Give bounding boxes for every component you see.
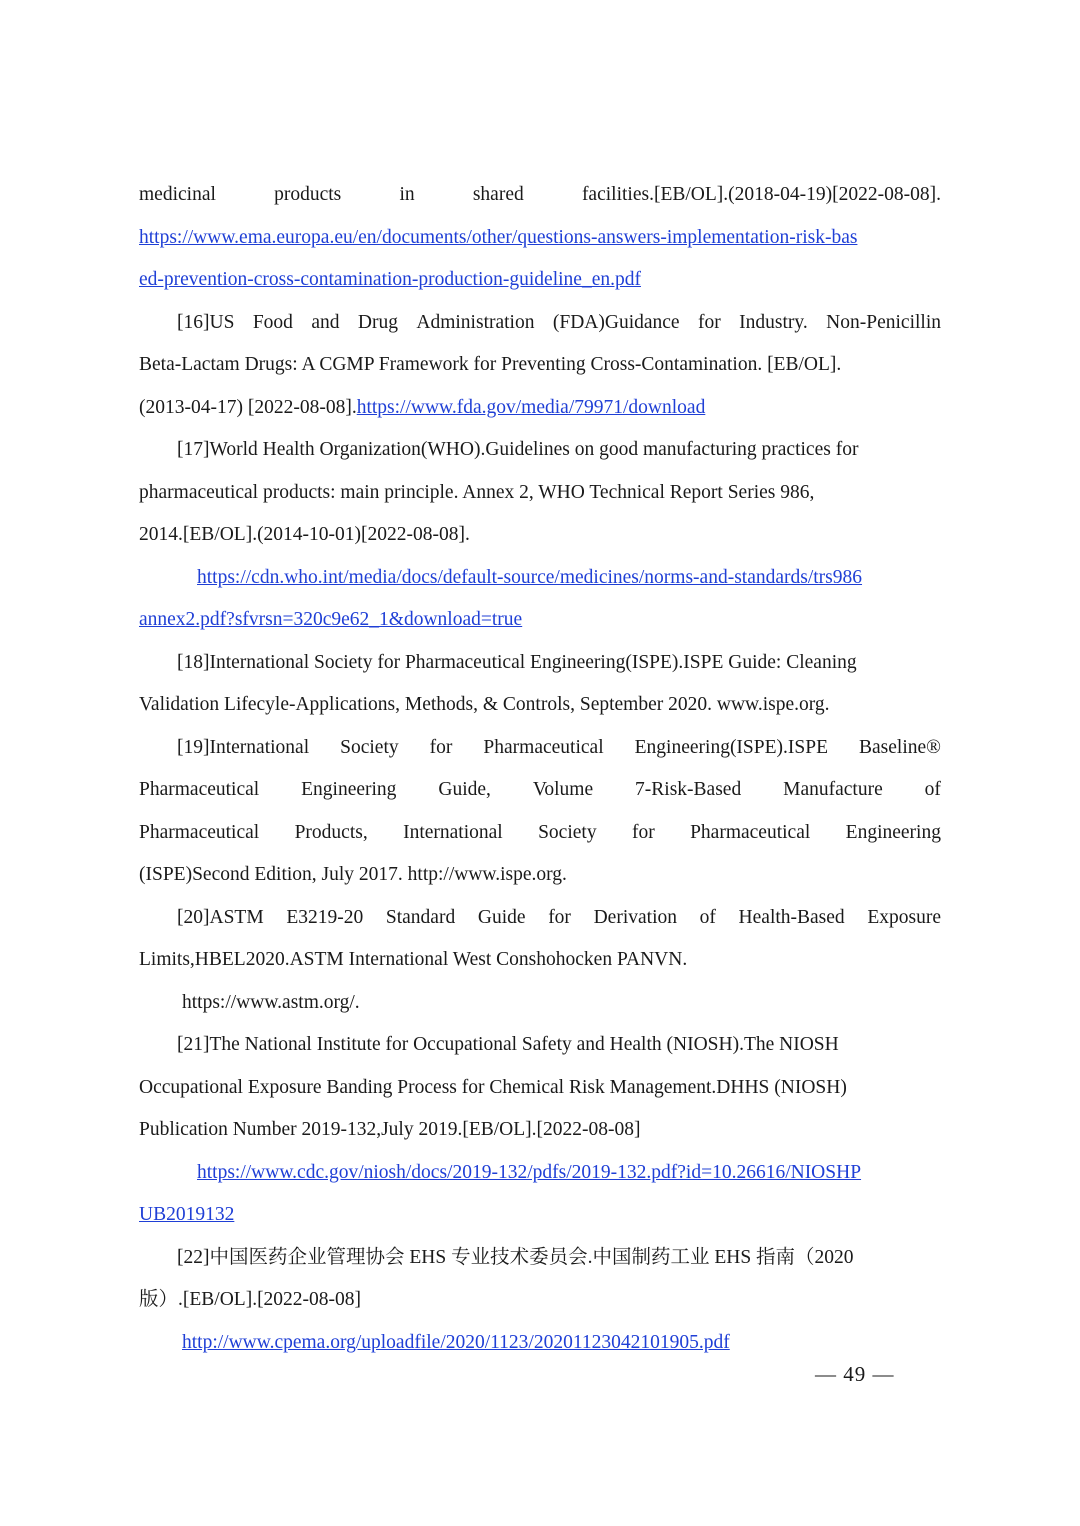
word: for <box>548 906 571 928</box>
word: shared <box>472 184 524 205</box>
ref-18-line-2: Validation Lifecyle-Applications, Methods, & Controls, September 2020. www.ispe.org. <box>139 694 830 715</box>
ref-17-line-3: 2014.[EB/OL].(2014-10-01)[2022-08-08]. <box>139 524 470 545</box>
word: [20]ASTM <box>177 906 264 928</box>
word: for <box>631 821 655 843</box>
word: Guide <box>477 906 526 928</box>
ref-22-line-2: 版）.[EB/OL].[2022-08-08] <box>139 1289 362 1310</box>
word: Health-Based <box>738 906 845 928</box>
ref-21-line-2: Occupational Exposure Banding Process for Chemical Risk Management.DHHS (NIOSH) <box>139 1076 847 1098</box>
ref-22-link[interactable]: http://www.cpema.org/uploadfile/2020/1123/20201123042101905.pdf <box>182 1331 730 1353</box>
ref-16-date: (2013-04-17) [2022-08-08]. <box>139 396 357 418</box>
word: Pharmaceutical <box>690 821 811 843</box>
page-number: — 49 — <box>815 1362 895 1386</box>
word: Pharmaceutical <box>483 736 604 758</box>
word: (FDA)Guidance <box>552 311 680 333</box>
ref-19-line-4: (ISPE)Second Edition, July 2017. http://www.ispe.org. <box>139 864 567 885</box>
word: Society <box>340 736 399 758</box>
ref-17-link[interactable]: https://cdn.who.int/media/docs/default-source/medicines/norms-and-standards/trs986 <box>197 566 863 588</box>
ref-15-line-1 <box>139 174 941 217</box>
reference-list <box>139 174 941 1364</box>
ref-22-line-3 <box>139 1322 941 1365</box>
word: for <box>698 311 721 333</box>
ref-17-line-1: [17]World Health Organization(WHO).Guidelines on good manufacturing practices for <box>177 439 859 460</box>
ref-16-link[interactable]: https://www.fda.gov/media/79971/download <box>356 396 706 418</box>
word: medicinal <box>139 184 216 205</box>
word: Food <box>252 311 293 333</box>
ref-22-line-1: [22]中国医药企业管理协会 EHS 专业技术委员会.中国制药工业 EHS 指南（2020 <box>177 1246 854 1268</box>
ref-21-line-1: [21]The National Institute for Occupational Safety and Health (NIOSH).The NIOSH <box>177 1034 839 1055</box>
word: products <box>274 184 342 205</box>
word: Exposure <box>867 906 941 928</box>
word: Standard <box>385 906 456 928</box>
ref-17-line-2: pharmaceutical products: main principle. Annex 2, WHO Technical Report Series 986, <box>139 481 815 503</box>
ref-19-line-1 <box>139 727 941 770</box>
ref-15-link-cont[interactable]: ed-prevention-cross-contamination-production-guideline_en.pdf <box>139 269 641 290</box>
word: 7-Risk-Based <box>635 779 742 800</box>
ref-16-line-1 <box>139 302 941 345</box>
ref-20-line-3: https://www.astm.org/. <box>182 991 360 1013</box>
word: and <box>311 311 340 333</box>
ref-18-line-1: [18]International Society for Pharmaceutical Engineering(ISPE).ISPE Guide: Cleaning <box>177 651 857 673</box>
ref-17-line-4 <box>139 557 941 600</box>
ref-17-link-cont[interactable]: annex2.pdf?sfvrsn=320c9e62_1&download=true <box>139 609 523 630</box>
ref-17-line-5 <box>139 599 941 642</box>
ref-21-link-cont[interactable]: UB2019132 <box>139 1204 235 1225</box>
ref-21-link[interactable]: https://www.cdc.gov/niosh/docs/2019-132/pdfs/2019-132.pdf?id=10.26616/NIOSHP <box>197 1161 862 1183</box>
word: Baseline® <box>859 736 941 758</box>
word: in <box>399 184 415 205</box>
ref-19-line-2 <box>139 769 941 812</box>
ref-16-line-2: Beta-Lactam Drugs: A CGMP Framework for Preventing Cross-Contamination. [EB/OL]. <box>139 354 842 375</box>
ref-21-line-4 <box>139 1152 941 1195</box>
ref-20-line-1 <box>139 897 941 940</box>
ref-19-line-3 <box>139 812 941 855</box>
ref-20-line-2: Limits,HBEL2020.ASTM International West Conshohocken PANVN. <box>139 949 688 970</box>
ref-21-line-5 <box>139 1194 941 1237</box>
word: of <box>924 779 941 800</box>
ref-16-line-3 <box>139 387 941 430</box>
word: Non-Penicillin <box>826 311 941 333</box>
word: Engineering <box>845 821 941 843</box>
word: [16]US <box>177 311 235 333</box>
word: Derivation <box>593 906 677 928</box>
word: Manufacture <box>783 779 883 800</box>
word: E3219-20 <box>286 906 364 928</box>
word: for <box>429 736 453 758</box>
word: Pharmaceutical <box>139 821 260 843</box>
word: Industry. <box>739 311 808 333</box>
word: Society <box>538 821 597 843</box>
word: Engineering(ISPE).ISPE <box>634 736 828 758</box>
word: Products, <box>294 821 368 843</box>
ref-21-line-3: Publication Number 2019-132,July 2019.[EB/OL].[2022-08-08] <box>139 1119 641 1140</box>
ref-15-link[interactable]: https://www.ema.europa.eu/en/documents/other/questions-answers-implementation-risk-bas <box>139 226 858 248</box>
ref-15-line-3 <box>139 259 941 302</box>
word: Guide, <box>438 779 491 800</box>
ref-15-line-2 <box>139 217 941 260</box>
word: facilities.[EB/OL].(2018-04-19)[2022-08-08]. <box>581 184 941 205</box>
word: Pharmaceutical <box>139 779 260 800</box>
word: Drug <box>357 311 398 333</box>
word: Volume <box>532 779 594 800</box>
word: of <box>699 906 716 928</box>
word: Administration <box>416 311 535 333</box>
word: [19]International <box>177 736 310 758</box>
word: Engineering <box>301 779 397 800</box>
word: International <box>403 821 503 843</box>
